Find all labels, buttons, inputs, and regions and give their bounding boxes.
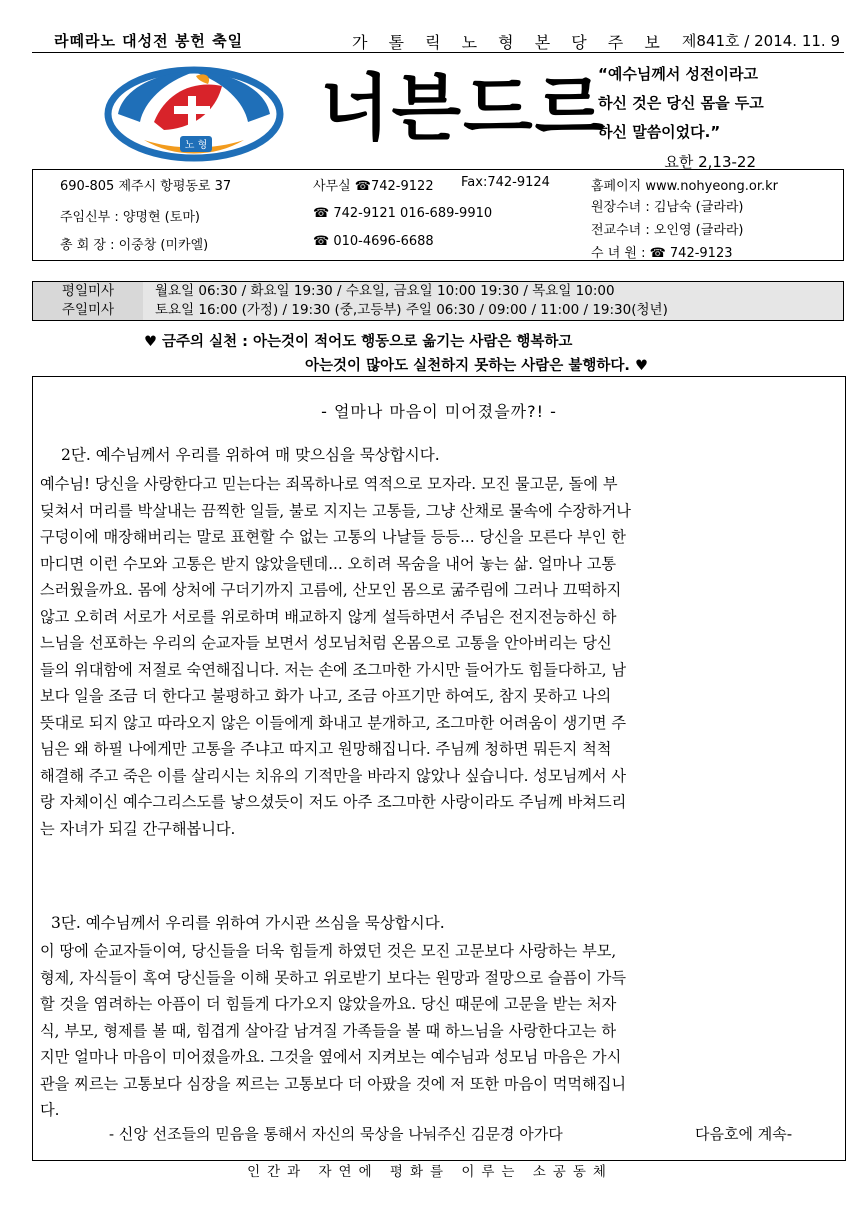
weekly-practice-line: 아는것이 많아도 실천하지 못하는 사람은 불행하다. ♥	[305, 358, 648, 374]
article-line: 보다 일을 조금 더 한다고 불평하고 화가 나고, 조금 아프기만 하여도, 참지 못하고 나의	[40, 687, 612, 705]
quote-line: 하신 말씀이었다.”	[598, 123, 721, 141]
sunday-times: 토요일 16:00 (가정) / 19:30 (중,고등부) 주일 06:30 / 09:00 / 11:00 / 19:30(청년)	[155, 302, 668, 318]
weekday-mass-row	[33, 282, 843, 302]
weekday-times: 월요일 06:30 / 화요일 19:30 / 수요일, 금요일 10:00 19:30 / 목요일 10:00	[155, 283, 615, 299]
article-line: 마디면 이런 수모와 고통은 받지 않았을텐데... 오히려 목숨을 내어 놓는 삶. 얼마나 고통	[40, 554, 617, 573]
footer-motto: 인간과 자연에 평화를 이루는 소공동체	[247, 1164, 613, 1180]
parish-info-box	[32, 169, 844, 261]
parish-logo	[104, 62, 284, 162]
section3-heading: 3단. 예수님께서 우리를 위하여 가시관 쓰심을 묵상합시다.	[51, 914, 445, 932]
quote-line: “예수님께서 성전이라고	[598, 65, 758, 83]
article-line: 않고 오히려 서로가 서로를 위로하며 배교하지 않게 설득하면서 주님은 전지전능하신 하	[40, 607, 617, 626]
article-line: 식, 부모, 형제를 볼 때, 힘겹게 살아갈 남겨질 가족들을 볼 때 하느님을 사랑한다고는 하	[40, 1021, 617, 1040]
section2-heading: 2단. 예수님께서 우리를 위하여 매 맞으심을 묵상합시다.	[61, 446, 440, 464]
pastor: 주임신부 : 양명현 (토마)	[60, 210, 200, 225]
logo-emblem-icon	[104, 62, 284, 162]
article-line: 뜻대로 되지 않고 따라오지 않은 이들에게 화내고 분개하고, 조그마한 어려움이 생기면 주	[40, 713, 627, 732]
article-line: 들의 위대함에 저절로 숙연해집니다. 저는 손에 조그마한 가시만 들어가도 힘들다하고, 남	[40, 660, 627, 679]
feast-day: 라떼라노 대성전 봉헌 축일	[54, 32, 244, 50]
article-line: 관을 찌르는 고통보다 심장을 찌르는 고통보다 더 아팠을 것에 저 또한 마음이 먹먹해집니	[40, 1074, 627, 1093]
section2-body	[40, 471, 840, 842]
article-byline: - 신앙 선조들의 믿음을 통해서 자신의 묵상을 나눠주신 김문경 아가다	[109, 1125, 563, 1143]
article-box	[32, 376, 846, 1161]
quote-reference: 요한 2,13-22	[664, 153, 756, 171]
article-title: - 얼마나 마음이 미어졌을까?! -	[321, 402, 557, 421]
quote-line: 하신 것은 당신 몸을 두고	[598, 94, 764, 112]
logo-text: 노 형	[184, 140, 208, 151]
sunday-mass-row	[33, 301, 843, 320]
council-tel: ☎ 010-4696-6688	[313, 234, 434, 249]
continued-note: 다음호에 계속-	[695, 1125, 793, 1143]
sunday-label: 주일미사	[33, 301, 143, 320]
office-tel: 사무실 ☎742-9122	[313, 179, 434, 194]
article-line: 구덩이에 매장해버리는 말로 표현할 수 없는 고통의 나날들 등등... 당신을 모른다 부인 한	[40, 528, 626, 546]
sister-head: 원장수녀 : 김남숙 (글라라)	[591, 200, 744, 215]
pastor-tel: ☎ 742-9121 016-689-9910	[313, 206, 493, 221]
article-line: 이 땅에 순교자들이여, 당신들을 더욱 힘들게 하였던 것은 모진 고문보다 사랑하는 부모,	[40, 942, 617, 960]
convent-tel: 수 녀 원 : ☎ 742-9123	[591, 246, 733, 261]
paper-name: 가 톨 릭 노 형 본 당 주 보	[352, 33, 668, 52]
article-line: 형제, 자식들이 혹여 당신들을 이해 못하고 위로받기 보다는 원망과 절망으로 슬픔이 가득	[40, 968, 627, 987]
article-line: 지만 얼마나 마음이 미어졌을까요. 그것을 옆에서 지켜보는 예수님과 성모님 마음은 가시	[40, 1048, 622, 1066]
article-line: 다.	[40, 1101, 60, 1119]
masthead-title: 너븐드르	[320, 66, 607, 150]
top-divider	[32, 52, 844, 53]
article-line: 할 것을 염려하는 아픔이 더 힘들게 다가오지 않았을까요. 당신 때문에 고문을 받는 처자	[40, 995, 617, 1013]
gospel-quote	[598, 60, 848, 173]
top-bar	[32, 30, 842, 52]
homepage: 홈페이지 www.nohyeong.or.kr	[591, 179, 779, 194]
article-line: 님은 왜 하필 나에게만 고통을 주냐고 따지고 원망해집니다. 주님께 청하면 뭐든지 척척	[40, 740, 612, 758]
article-line: 딪쳐서 머리를 박살내는 끔찍한 일들, 불로 지지는 고통들, 그냥 산채로 물속에 수장하거나	[40, 501, 631, 520]
fax: Fax:742-9124	[461, 175, 550, 190]
weekly-practice-line: ♥ 금주의 실천 : 아는것이 적어도 행동으로 옮기는 사람은 행복하고	[144, 334, 573, 350]
article-line: 예수님! 당신을 사랑한다고 믿는다는 죄목하나로 역적으로 모자라. 모진 물고문, 돌에 부	[40, 475, 618, 493]
issue-number: 제841호 / 2014. 11. 9	[681, 32, 840, 50]
article-line: 랑 자체이신 예수그리스도를 낳으셨듯이 저도 아주 조그마한 사랑이라도 주님께 바쳐드리	[40, 793, 627, 811]
section3-body	[40, 938, 840, 1124]
council-president: 총 회 장 : 이중창 (미카엘)	[60, 238, 209, 253]
weekday-label: 평일미사	[33, 282, 143, 301]
article-line: 해결해 주고 죽은 이를 살리시는 치유의 기적만을 바라지 않았나 싶습니다. 성모님께서 사	[40, 766, 627, 785]
address: 690-805 제주시 항평동로 37	[60, 179, 232, 194]
mass-schedule	[32, 281, 844, 321]
article-line: 는 자녀가 되길 간구해봅니다.	[40, 819, 236, 838]
article-line: 느님을 선포하는 우리의 순교자들 보면서 성모님처럼 온몸으로 고통을 안아버리는 당신	[40, 634, 612, 652]
sister-mission: 전교수녀 : 오인영 (글라라)	[591, 223, 744, 238]
article-line: 스러웠을까요. 몸에 상처에 구더기까지 고름에, 산모인 몸으로 굶주림에 그러나 끄떡하지	[40, 581, 622, 599]
